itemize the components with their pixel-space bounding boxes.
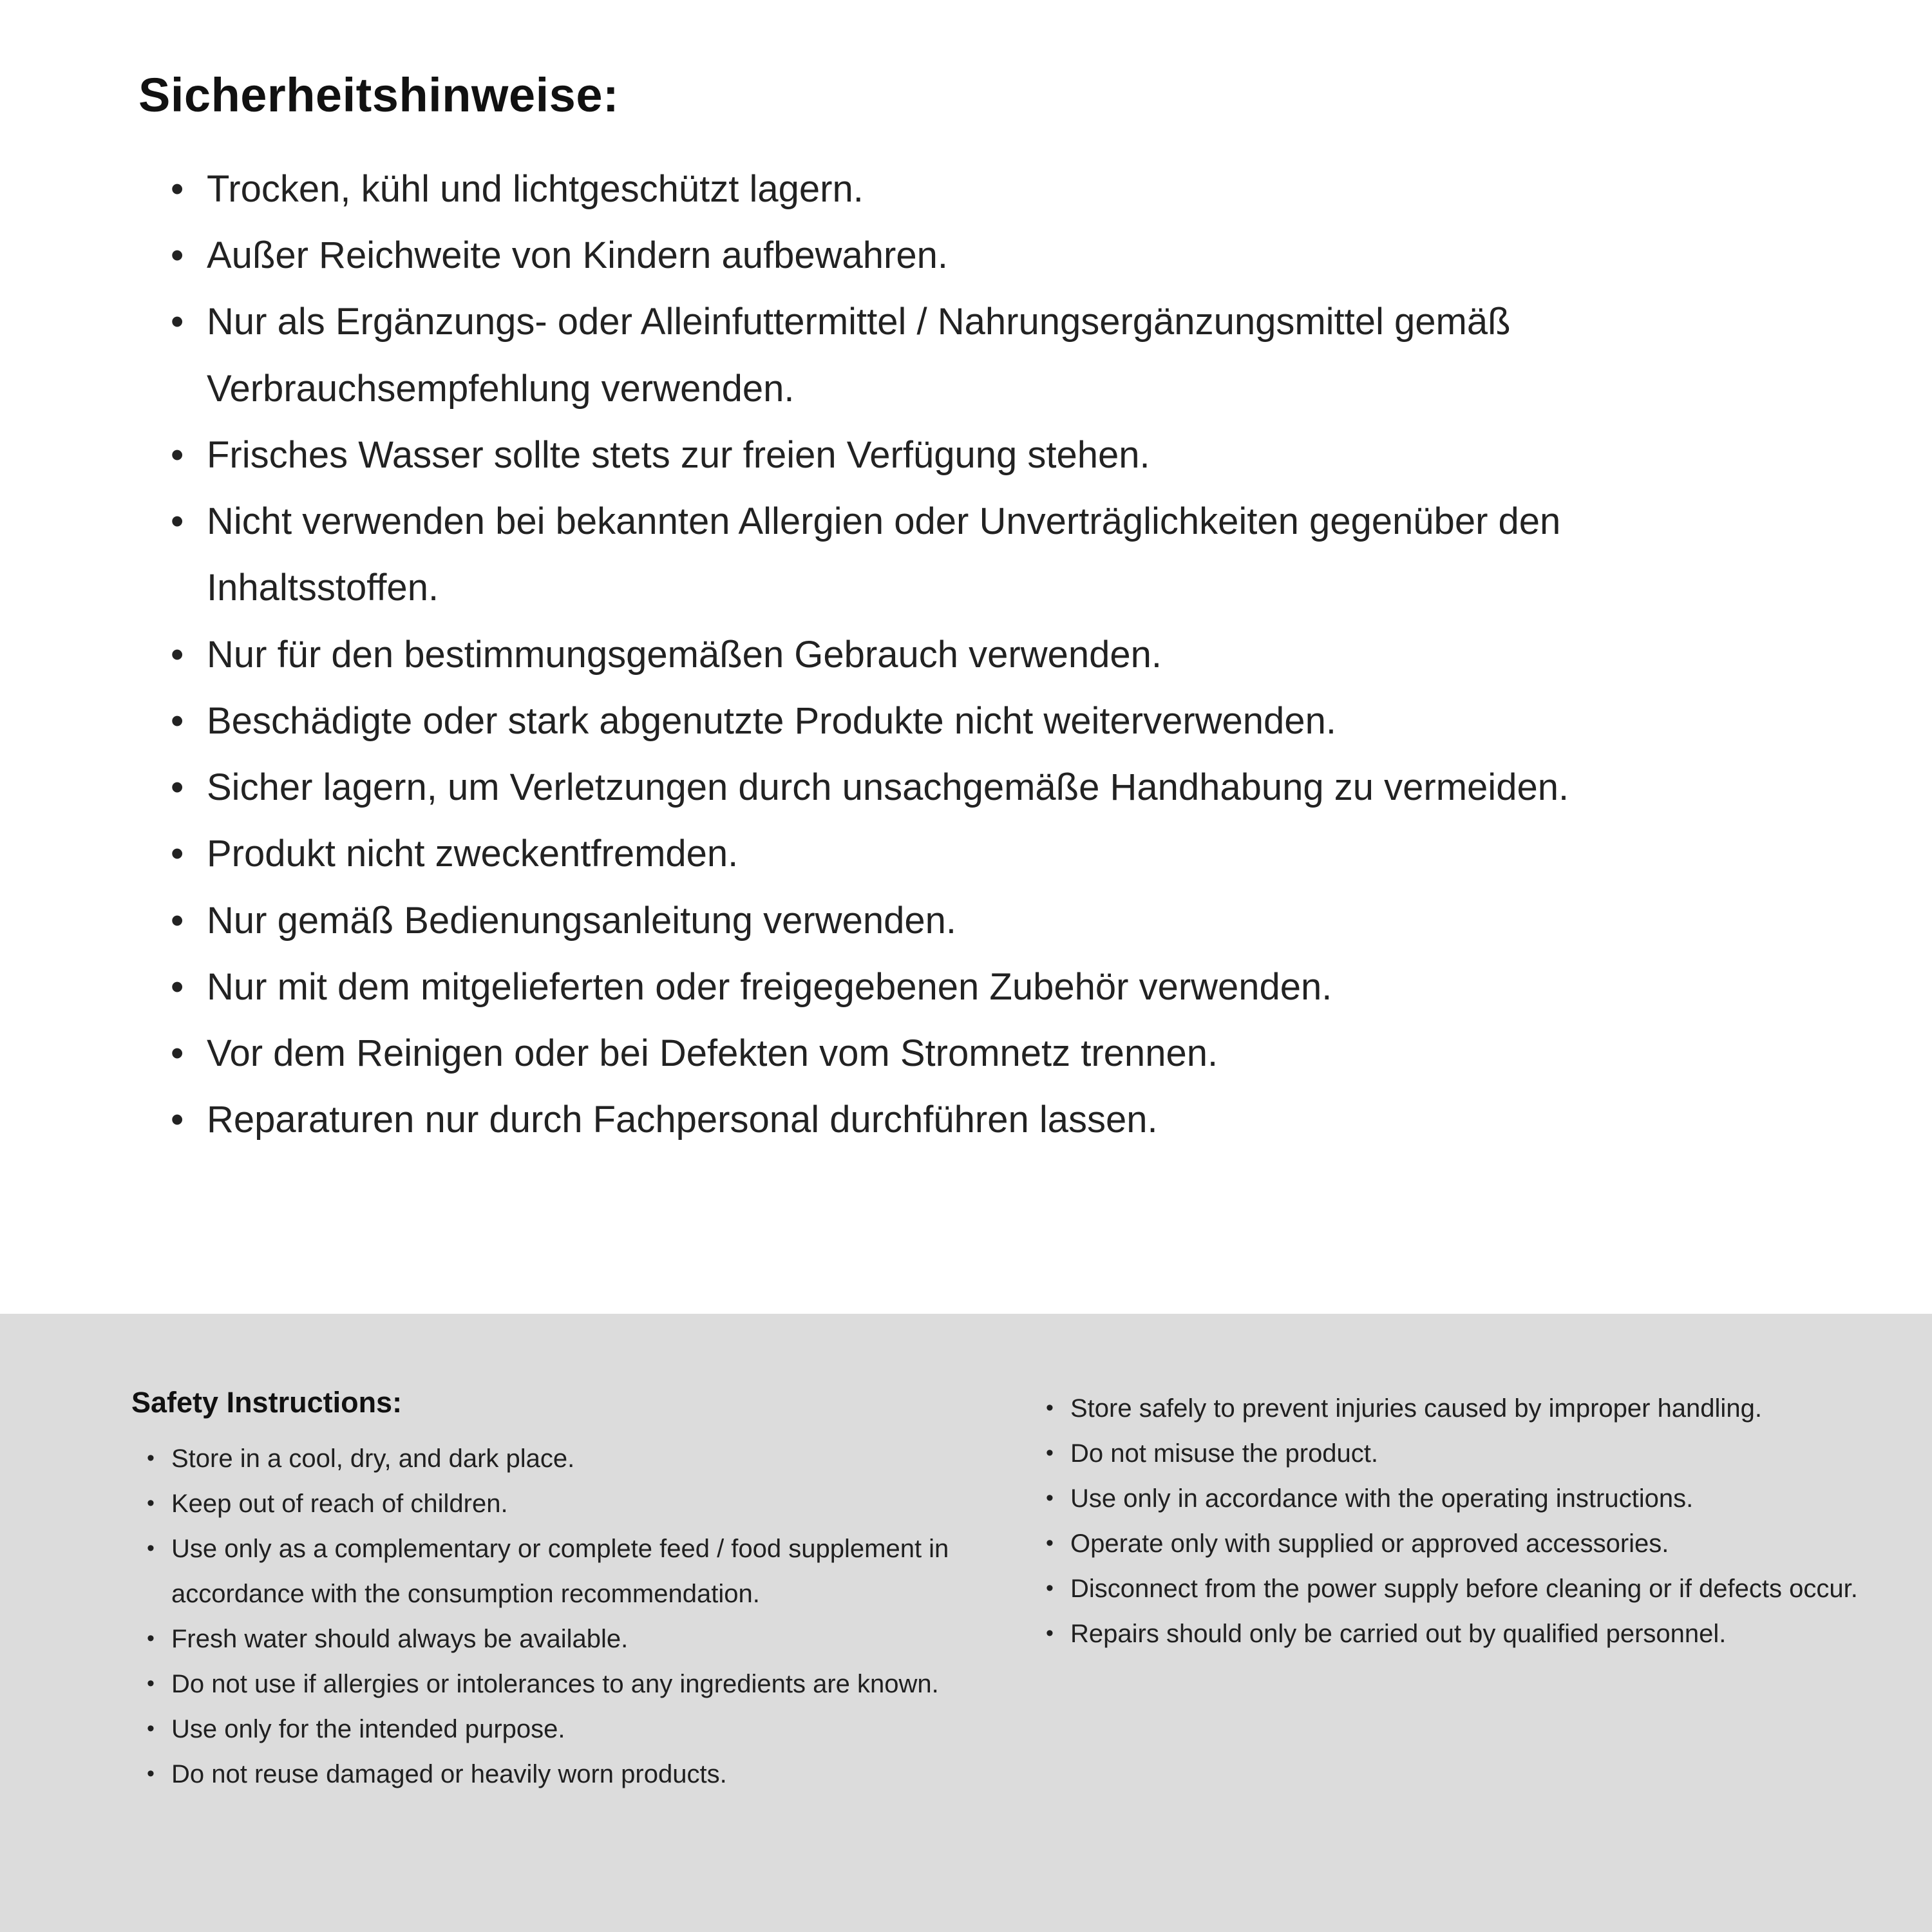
list-item: • Reparaturen nur durch Fachpersonal durchführen lassen. bbox=[171, 1086, 1784, 1153]
english-safety-list-right bbox=[1046, 1386, 1868, 1656]
list-item: • Store in a cool, dry, and dark place. bbox=[147, 1436, 988, 1481]
list-item: • Beschädigte oder stark abgenutzte Produkte nicht weiterverwenden. bbox=[171, 688, 1784, 754]
german-section-title: Sicherheitshinweise: bbox=[138, 68, 620, 122]
list-item: • Nicht verwenden bei bekannten Allergien oder Unverträglichkeiten gegenüber den Inhaltsstoffen. bbox=[171, 488, 1784, 621]
list-item: • Nur als Ergänzungs- oder Alleinfuttermittel / Nahrungsergänzungsmittel gemäß Verbrauchsempfehlung verwenden. bbox=[171, 289, 1784, 421]
list-item: • Operate only with supplied or approved accessories. bbox=[1046, 1521, 1868, 1566]
list-item: • Keep out of reach of children. bbox=[147, 1481, 988, 1526]
list-item: • Trocken, kühl und lichtgeschützt lagern. bbox=[171, 156, 1784, 222]
list-item: • Repairs should only be carried out by qualified personnel. bbox=[1046, 1611, 1868, 1656]
list-item: • Frisches Wasser sollte stets zur freien Verfügung stehen. bbox=[171, 422, 1784, 488]
list-item: • Produkt nicht zweckentfremden. bbox=[171, 820, 1784, 887]
list-item: • Do not misuse the product. bbox=[1046, 1431, 1868, 1476]
english-safety-section bbox=[0, 1314, 1932, 1932]
german-safety-list bbox=[138, 156, 1784, 1153]
list-item: • Außer Reichweite von Kindern aufbewahren. bbox=[171, 222, 1784, 289]
list-item: • Do not reuse damaged or heavily worn products. bbox=[147, 1752, 988, 1797]
list-item: • Use only as a complementary or complete feed / food supplement in accordance with the consumption recommendation. bbox=[147, 1526, 988, 1616]
list-item: • Do not use if allergies or intolerances to any ingredients are known. bbox=[147, 1662, 988, 1707]
english-right-column bbox=[1046, 1386, 1868, 1656]
list-item: • Use only in accordance with the operating instructions. bbox=[1046, 1476, 1868, 1521]
list-item: • Nur mit dem mitgelieferten oder freigegebenen Zubehör verwenden. bbox=[171, 954, 1784, 1020]
list-item: • Store safely to prevent injuries caused by improper handling. bbox=[1046, 1386, 1868, 1431]
list-item: • Disconnect from the power supply before cleaning or if defects occur. bbox=[1046, 1566, 1868, 1611]
list-item: • Sicher lagern, um Verletzungen durch unsachgemäße Handhabung zu vermeiden. bbox=[171, 754, 1784, 820]
list-item: • Fresh water should always be available. bbox=[147, 1616, 988, 1662]
list-item: • Nur gemäß Bedienungsanleitung verwenden. bbox=[171, 887, 1784, 954]
english-safety-list-left bbox=[131, 1436, 988, 1797]
list-item: • Vor dem Reinigen oder bei Defekten vom Stromnetz trennen. bbox=[171, 1020, 1784, 1086]
english-left-column bbox=[131, 1386, 988, 1797]
list-item: • Nur für den bestimmungsgemäßen Gebrauch verwenden. bbox=[171, 621, 1784, 688]
list-item: • Use only for the intended purpose. bbox=[147, 1707, 988, 1752]
english-section-title: Safety Instructions: bbox=[131, 1386, 402, 1419]
